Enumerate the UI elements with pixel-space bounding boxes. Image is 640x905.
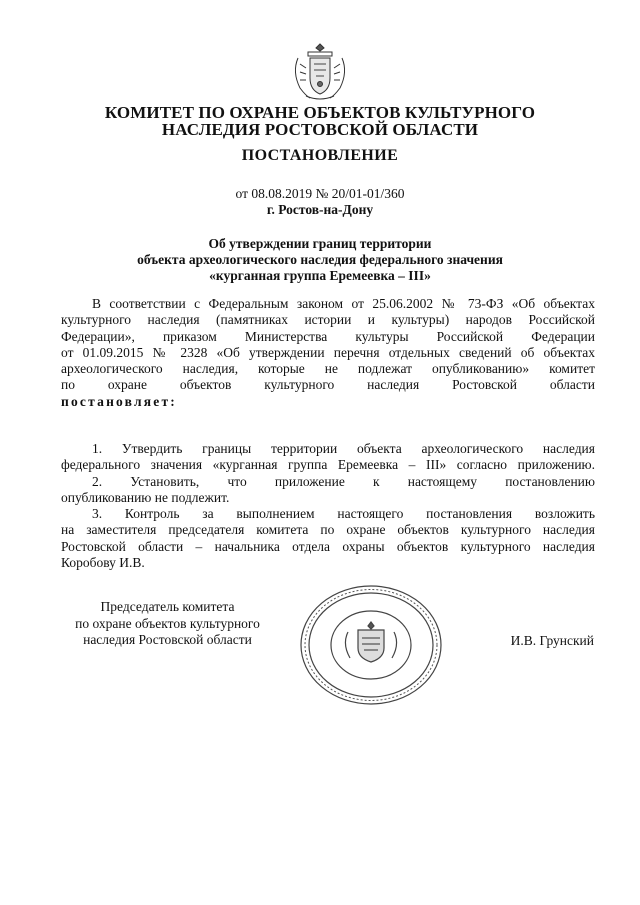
signatory-position-line: Председатель комитета bbox=[100, 599, 235, 614]
decree-keyword: постановляет: bbox=[61, 393, 177, 409]
text-line: Ростовской области – начальника отдела охраны объектов культурного наследия bbox=[61, 538, 595, 554]
text-line: археологического наследия, которые не подлежат опубликованию» комитет bbox=[61, 361, 595, 377]
text-line: от 01.09.2015 № 2328 «Об утверждении перечня отдельных сведений об объектах bbox=[61, 344, 595, 360]
text-line: федерального значения «курганная группа Еремеевка – III» согласно приложению. bbox=[61, 457, 595, 473]
text-line: 2. Установить, что приложение к настоящему постановлению bbox=[92, 473, 595, 489]
document-type-title: ПОСТАНОВЛЕНИЕ bbox=[241, 147, 399, 164]
subject-line: Об утверждении границ территории bbox=[208, 236, 432, 251]
text-line: на заместителя председателя комитета по охране объектов культурного наследия bbox=[61, 522, 595, 538]
signatory-name: И.В. Грунский bbox=[510, 633, 594, 648]
organization-name-line-2: НАСЛЕДИЯ РОСТОВСКОЙ ОБЛАСТИ bbox=[161, 120, 479, 139]
decree-items bbox=[61, 441, 595, 571]
text-line: 3. Контроль за выполнением настоящего постановления возложить bbox=[92, 506, 595, 522]
signatory-position-line: наследия Ростовской области bbox=[83, 632, 252, 647]
subject-line: объекта археологического наследия федерального значения bbox=[137, 252, 503, 267]
text-line: по охране объектов культурного наследия Ростовской области bbox=[61, 377, 595, 393]
coat-of-arms-icon bbox=[288, 40, 352, 102]
document-date-number: от 08.08.2019 № 20/01-01/360 bbox=[235, 186, 405, 201]
text-line: опубликованию не подлежит. bbox=[61, 489, 230, 505]
text-line: 1. Утвердить границы территории объекта археологического наследия bbox=[92, 441, 595, 456]
organization-name-line-1: КОМИТЕТ ПО ОХРАНЕ ОБЪЕКТОВ КУЛЬТУРНОГО bbox=[104, 103, 536, 122]
text-line: Федерации», приказом Министерства культуры Российской Федерации bbox=[61, 328, 595, 344]
preamble-paragraph bbox=[61, 296, 595, 410]
text-line: культурного наследия (памятниках истории и культуры) народов Российской bbox=[61, 312, 595, 328]
document-city: г. Ростов-на-Дону bbox=[266, 202, 374, 217]
signatory-position bbox=[60, 599, 275, 649]
subject-line: «курганная группа Еремеевка – III» bbox=[209, 268, 431, 283]
signatory-position-line: по охране объектов культурного bbox=[75, 615, 260, 631]
text-line: Коробову И.В. bbox=[61, 555, 145, 571]
official-seal-icon bbox=[296, 582, 446, 708]
text-line: В соответствии с Федеральным законом от 25.06.2002 № 73-ФЗ «Об объектах bbox=[92, 296, 595, 311]
